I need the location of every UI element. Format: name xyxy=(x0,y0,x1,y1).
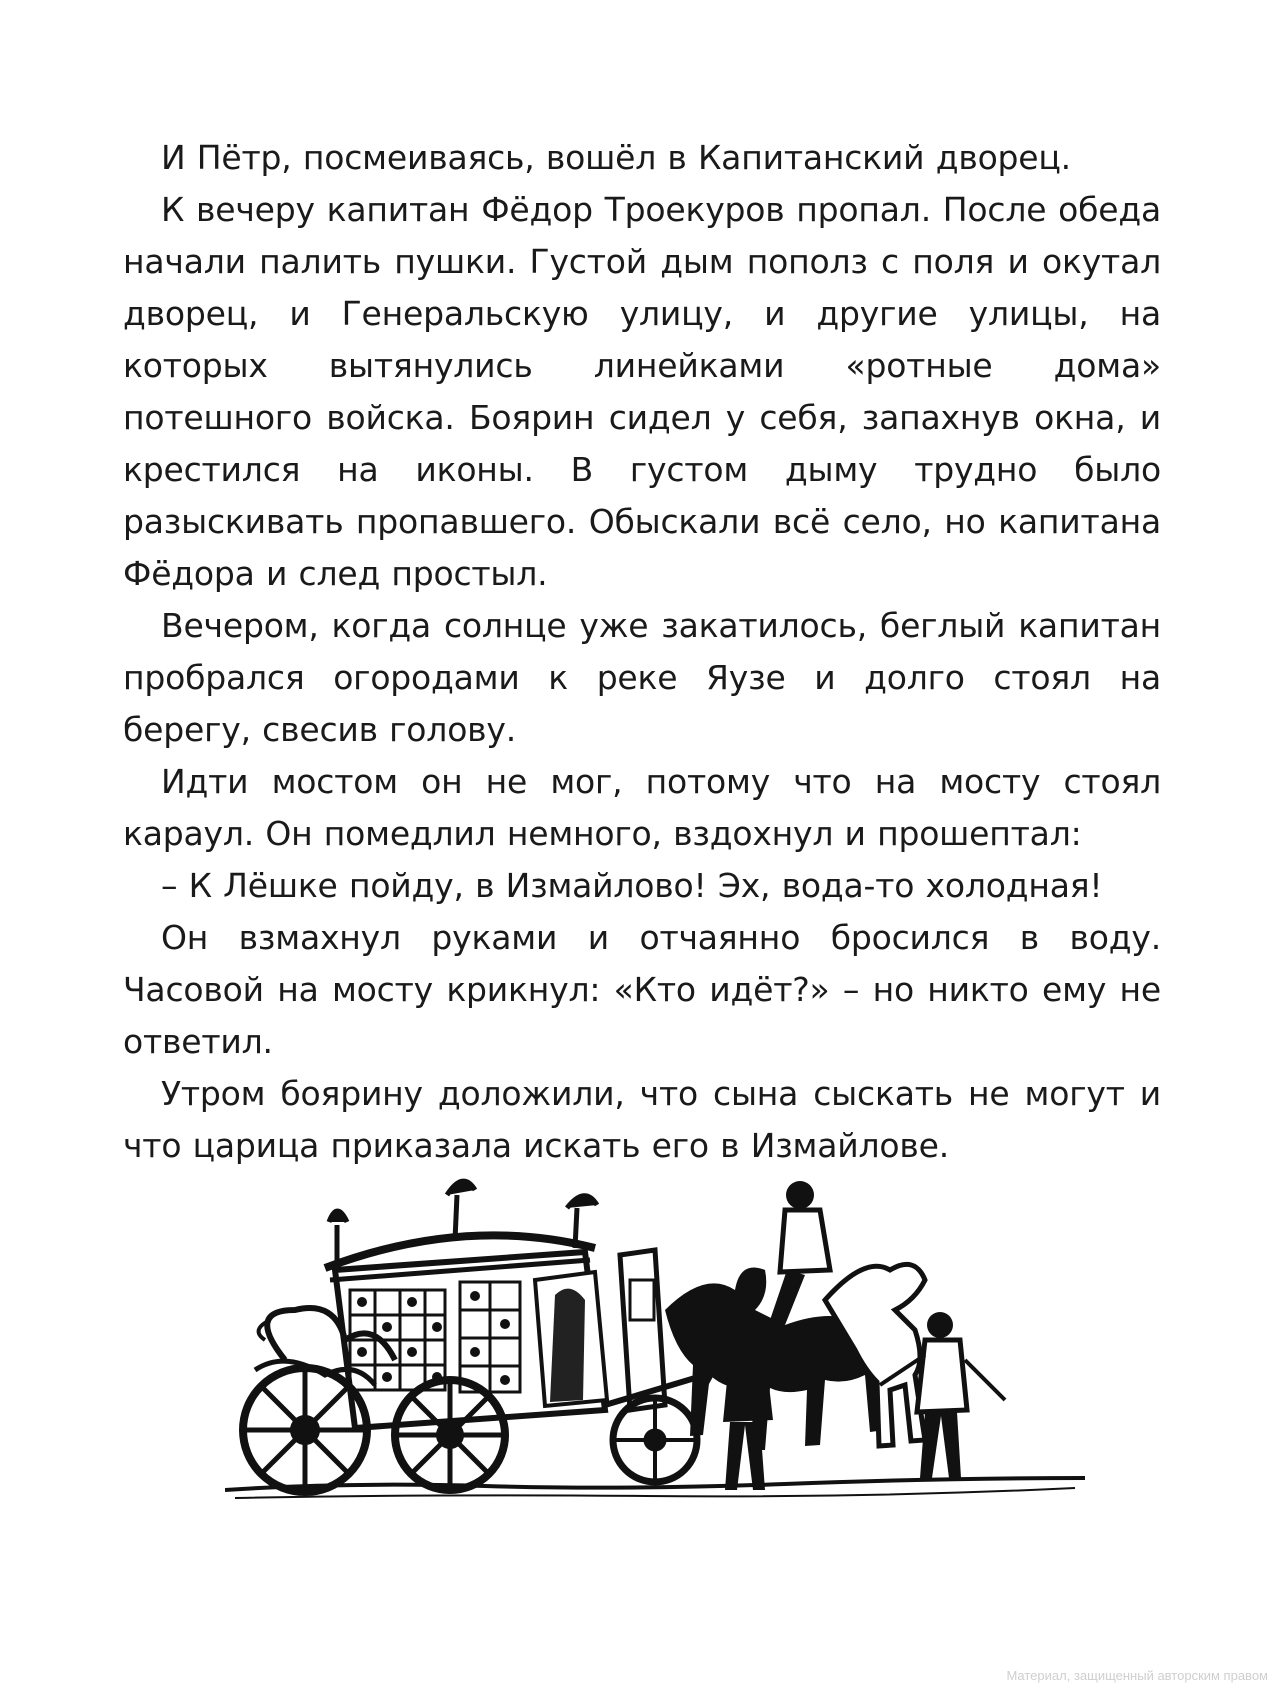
paragraph-4: Идти мостом он не мог, потому что на мосту стоял караул. Он помедлил немного, вздохнул и прошептал: xyxy=(123,762,1161,853)
carriage-body xyxy=(255,1181,665,1428)
rider-figure xyxy=(770,1181,830,1325)
paragraph-1: И Пётр, посмеиваясь, вошёл в Капитанский дворец. xyxy=(161,138,1071,177)
body-text xyxy=(123,132,1161,1172)
carriage-small-wheel xyxy=(613,1398,697,1482)
paragraph-6: Он взмахнул руками и отчаянно бросился в воду. Часовой на мосту крикнул: «Кто идёт?» – но никто ему не ответил. xyxy=(123,918,1161,1061)
paragraph-2: К вечеру капитан Фёдор Троекуров пропал. После обеда начали палить пушки. Густой дым пополз с поля и окутал дворец, и Генеральскую улицу, и другие улицы, на которых вытянулись линейками «ротные дома» потешного войска. Боярин сидел у себя, запахнув окна, и крестился на иконы. В густом дыму трудно было разыскивать пропавшего. Обыскали всё село, но капитана Фёдора и след простыл. xyxy=(123,190,1161,593)
carriage-illustration xyxy=(225,1160,1085,1520)
paragraph-7: Утром боярину доложили, что сына сыскать не могут и что царица приказала искать его в Измайлове. xyxy=(123,1074,1161,1165)
paragraph-3: Вечером, когда солнце уже закатилось, беглый капитан пробрался огородами к реке Яузе и долго стоял на берегу, свесив голову. xyxy=(123,606,1161,749)
carriage-rear-wheel xyxy=(243,1368,367,1492)
carriage-front-wheel xyxy=(395,1380,505,1490)
paragraph-5-dialogue: – К Лёшке пойду, в Измайлово! Эх, вода-то холодная! xyxy=(161,866,1103,905)
copyright-watermark: Материал, защищенный авторским правом xyxy=(1006,1668,1268,1683)
carriage-drawing xyxy=(225,1160,1085,1520)
